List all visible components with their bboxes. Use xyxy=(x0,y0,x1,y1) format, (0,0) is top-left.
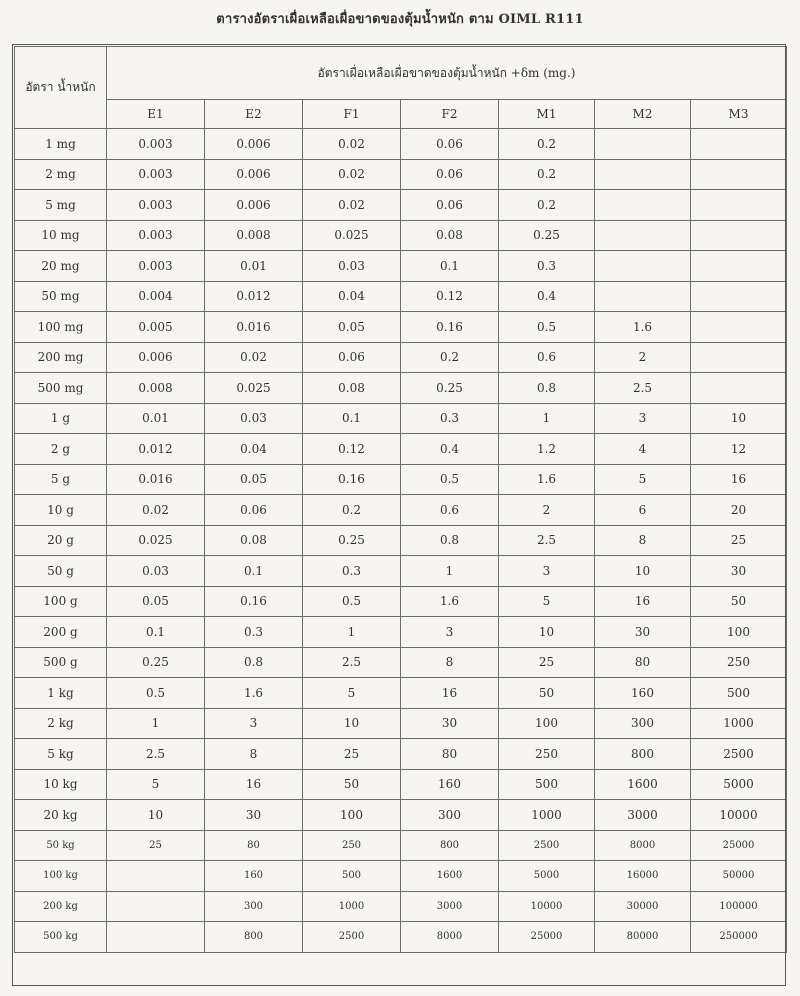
tolerance-cell-e2: 0.06 xyxy=(205,495,303,526)
tolerance-cell-e2: 0.006 xyxy=(205,190,303,221)
tolerance-cell-e2: 0.04 xyxy=(205,434,303,465)
tolerance-cell-f1: 0.02 xyxy=(303,129,401,160)
weight-cell: 10 mg xyxy=(15,220,107,251)
tolerance-cell-m2: 3000 xyxy=(595,800,691,831)
tolerance-cell-f2: 1 xyxy=(401,556,499,587)
weight-cell: 1 kg xyxy=(15,678,107,709)
tolerance-cell-e1: 0.05 xyxy=(107,586,205,617)
tolerance-cell-m2: 8 xyxy=(595,525,691,556)
weight-column-header: อัตรา น้ำหนัก xyxy=(15,47,107,129)
class-header-m3: M3 xyxy=(691,100,787,129)
tolerance-cell-e1 xyxy=(107,861,205,892)
tolerance-cell-f1: 0.06 xyxy=(303,342,401,373)
class-header-m1: M1 xyxy=(499,100,595,129)
weight-cell: 1 g xyxy=(15,403,107,434)
class-header-f2: F2 xyxy=(401,100,499,129)
tolerance-cell-e1: 0.02 xyxy=(107,495,205,526)
table-row xyxy=(15,251,787,282)
table-row xyxy=(15,190,787,221)
tolerance-cell-m2: 30 xyxy=(595,617,691,648)
weight-cell: 100 mg xyxy=(15,312,107,343)
tolerance-cell-m1: 10 xyxy=(499,617,595,648)
tolerance-cell-m2 xyxy=(595,159,691,190)
tolerance-cell-f2: 3000 xyxy=(401,891,499,922)
tolerance-cell-f2: 0.6 xyxy=(401,495,499,526)
tolerance-cell-m3: 100000 xyxy=(691,891,787,922)
tolerance-cell-e2: 0.16 xyxy=(205,586,303,617)
weight-cell: 200 mg xyxy=(15,342,107,373)
tolerance-cell-m1: 3 xyxy=(499,556,595,587)
tolerance-cell-m3: 25 xyxy=(691,525,787,556)
tolerance-cell-m2: 16000 xyxy=(595,861,691,892)
tolerance-cell-m1: 25000 xyxy=(499,922,595,953)
tolerance-cell-m3: 10000 xyxy=(691,800,787,831)
tolerance-cell-e1: 0.03 xyxy=(107,556,205,587)
tolerance-cell-m2: 300 xyxy=(595,708,691,739)
tolerance-cell-e1: 5 xyxy=(107,769,205,800)
tolerance-cell-f1: 0.04 xyxy=(303,281,401,312)
tolerance-cell-f1: 2500 xyxy=(303,922,401,953)
tolerance-cell-e1: 0.01 xyxy=(107,403,205,434)
tolerance-cell-m2 xyxy=(595,129,691,160)
tolerance-cell-f1: 0.025 xyxy=(303,220,401,251)
weight-cell: 10 kg xyxy=(15,769,107,800)
table-row xyxy=(15,891,787,922)
tolerance-cell-m1: 5 xyxy=(499,586,595,617)
tolerance-cell-e2: 0.01 xyxy=(205,251,303,282)
table-body xyxy=(15,129,787,953)
tolerance-cell-e2: 0.025 xyxy=(205,373,303,404)
tolerance-cell-m3 xyxy=(691,159,787,190)
tolerance-cell-e2: 8 xyxy=(205,739,303,770)
tolerance-cell-e2: 800 xyxy=(205,922,303,953)
tolerance-cell-m2: 6 xyxy=(595,495,691,526)
tolerance-cell-m1: 0.6 xyxy=(499,342,595,373)
tolerance-cell-m2: 80 xyxy=(595,647,691,678)
tolerance-cell-m1: 0.2 xyxy=(499,129,595,160)
tolerance-cell-m2: 80000 xyxy=(595,922,691,953)
tolerance-cell-f1: 1000 xyxy=(303,891,401,922)
tolerance-cell-f1: 1 xyxy=(303,617,401,648)
weight-cell: 500 kg xyxy=(15,922,107,953)
tolerance-cell-e1: 0.008 xyxy=(107,373,205,404)
tolerance-cell-m3: 100 xyxy=(691,617,787,648)
weight-cell: 20 mg xyxy=(15,251,107,282)
weight-cell: 100 g xyxy=(15,586,107,617)
tolerance-cell-m1: 500 xyxy=(499,769,595,800)
tolerance-cell-m3 xyxy=(691,129,787,160)
tolerance-cell-f1: 0.02 xyxy=(303,190,401,221)
tolerance-cell-m2 xyxy=(595,281,691,312)
tolerance-cell-f1: 0.3 xyxy=(303,556,401,587)
tolerance-cell-m2: 3 xyxy=(595,403,691,434)
tolerance-cell-m3: 500 xyxy=(691,678,787,709)
tolerance-cell-m1: 2 xyxy=(499,495,595,526)
table-row xyxy=(15,861,787,892)
tolerance-cell-m2: 2.5 xyxy=(595,373,691,404)
tolerance-cell-e2: 0.02 xyxy=(205,342,303,373)
tolerance-cell-e2: 0.3 xyxy=(205,617,303,648)
tolerance-cell-e2: 0.1 xyxy=(205,556,303,587)
tolerance-cell-m3: 50 xyxy=(691,586,787,617)
tolerance-cell-f2: 0.16 xyxy=(401,312,499,343)
tolerance-cell-f2: 0.5 xyxy=(401,464,499,495)
tolerance-table xyxy=(14,46,787,953)
tolerance-cell-f1: 100 xyxy=(303,800,401,831)
tolerance-cell-f2: 800 xyxy=(401,830,499,861)
tolerance-cell-f2: 16 xyxy=(401,678,499,709)
tolerance-cell-m3: 250000 xyxy=(691,922,787,953)
table-row xyxy=(15,769,787,800)
tolerance-cell-m1: 0.2 xyxy=(499,190,595,221)
table-row xyxy=(15,373,787,404)
tolerance-cell-e2: 30 xyxy=(205,800,303,831)
tolerance-cell-e1: 0.003 xyxy=(107,251,205,282)
tolerance-cell-f1: 0.05 xyxy=(303,312,401,343)
tolerance-cell-m3: 25000 xyxy=(691,830,787,861)
tolerance-cell-e2: 0.016 xyxy=(205,312,303,343)
tolerance-cell-m1: 0.2 xyxy=(499,159,595,190)
tolerance-cell-e1 xyxy=(107,922,205,953)
tolerance-cell-e1: 0.003 xyxy=(107,159,205,190)
tolerance-cell-e1: 10 xyxy=(107,800,205,831)
tolerance-cell-f1: 2.5 xyxy=(303,647,401,678)
table-row xyxy=(15,708,787,739)
tolerance-cell-f2: 0.06 xyxy=(401,129,499,160)
tolerance-cell-e1: 0.012 xyxy=(107,434,205,465)
weight-cell: 200 g xyxy=(15,617,107,648)
tolerance-cell-f2: 0.8 xyxy=(401,525,499,556)
weight-cell: 20 g xyxy=(15,525,107,556)
table-row xyxy=(15,495,787,526)
tolerance-cell-f1: 0.2 xyxy=(303,495,401,526)
tolerance-cell-m1: 100 xyxy=(499,708,595,739)
tolerance-cell-f2: 0.2 xyxy=(401,342,499,373)
tolerance-cell-f2: 160 xyxy=(401,769,499,800)
tolerance-cell-m3: 10 xyxy=(691,403,787,434)
tolerance-cell-m2: 800 xyxy=(595,739,691,770)
table-row xyxy=(15,678,787,709)
weight-cell: 10 g xyxy=(15,495,107,526)
weight-cell: 5 g xyxy=(15,464,107,495)
tolerance-cell-m1: 250 xyxy=(499,739,595,770)
tolerance-cell-f1: 25 xyxy=(303,739,401,770)
table-row xyxy=(15,403,787,434)
tolerance-cell-f1: 0.1 xyxy=(303,403,401,434)
tolerance-cell-m3: 2500 xyxy=(691,739,787,770)
tolerance-cell-m2: 30000 xyxy=(595,891,691,922)
tolerance-cell-m1: 50 xyxy=(499,678,595,709)
tolerance-cell-f2: 3 xyxy=(401,617,499,648)
tolerance-cell-f2: 1600 xyxy=(401,861,499,892)
tolerance-cell-e1: 0.5 xyxy=(107,678,205,709)
tolerance-cell-e1: 25 xyxy=(107,830,205,861)
tolerance-cell-f2: 0.08 xyxy=(401,220,499,251)
weight-cell: 500 g xyxy=(15,647,107,678)
table-row xyxy=(15,312,787,343)
tolerance-cell-m2: 160 xyxy=(595,678,691,709)
weight-cell: 50 g xyxy=(15,556,107,587)
tolerance-cell-e1: 0.003 xyxy=(107,190,205,221)
tolerance-cell-m3: 12 xyxy=(691,434,787,465)
tolerance-cell-m3 xyxy=(691,373,787,404)
weight-cell: 50 mg xyxy=(15,281,107,312)
tolerance-cell-f1: 0.12 xyxy=(303,434,401,465)
tolerance-cell-e2: 0.03 xyxy=(205,403,303,434)
weight-cell: 2 mg xyxy=(15,159,107,190)
tolerance-cell-f2: 0.1 xyxy=(401,251,499,282)
tolerance-cell-f2: 80 xyxy=(401,739,499,770)
tolerance-cell-f2: 0.4 xyxy=(401,434,499,465)
tolerance-cell-m3 xyxy=(691,190,787,221)
tolerance-cell-e1: 0.006 xyxy=(107,342,205,373)
tolerance-cell-e2: 0.006 xyxy=(205,129,303,160)
tolerance-group-header: อัตราเผื่อเหลือเผื่อขาดของตุ้มน้ำหนัก +δm (mg.) xyxy=(107,47,787,100)
tolerance-cell-m1: 1.2 xyxy=(499,434,595,465)
tolerance-cell-m1: 0.8 xyxy=(499,373,595,404)
tolerance-cell-f1: 10 xyxy=(303,708,401,739)
tolerance-cell-m3: 50000 xyxy=(691,861,787,892)
tolerance-cell-f1: 0.16 xyxy=(303,464,401,495)
tolerance-cell-e2: 0.012 xyxy=(205,281,303,312)
tolerance-cell-f1: 5 xyxy=(303,678,401,709)
tolerance-cell-f2: 0.25 xyxy=(401,373,499,404)
tolerance-cell-f1: 500 xyxy=(303,861,401,892)
tolerance-cell-f2: 0.12 xyxy=(401,281,499,312)
tolerance-cell-e2: 0.006 xyxy=(205,159,303,190)
table-row xyxy=(15,129,787,160)
tolerance-cell-e2: 1.6 xyxy=(205,678,303,709)
tolerance-cell-f2: 0.06 xyxy=(401,159,499,190)
tolerance-cell-f2: 0.3 xyxy=(401,403,499,434)
table-row xyxy=(15,647,787,678)
tolerance-cell-e1: 0.25 xyxy=(107,647,205,678)
tolerance-cell-m3 xyxy=(691,281,787,312)
table-row xyxy=(15,525,787,556)
tolerance-cell-m2 xyxy=(595,220,691,251)
tolerance-cell-m2 xyxy=(595,251,691,282)
tolerance-cell-f2: 30 xyxy=(401,708,499,739)
table-row xyxy=(15,586,787,617)
tolerance-cell-m2: 2 xyxy=(595,342,691,373)
tolerance-cell-e1: 0.025 xyxy=(107,525,205,556)
tolerance-cell-e2: 0.008 xyxy=(205,220,303,251)
tolerance-cell-m3 xyxy=(691,220,787,251)
tolerance-cell-m1: 1 xyxy=(499,403,595,434)
tolerance-cell-m1: 2500 xyxy=(499,830,595,861)
table-row xyxy=(15,464,787,495)
tolerance-cell-f1: 0.08 xyxy=(303,373,401,404)
weight-cell: 200 kg xyxy=(15,891,107,922)
tolerance-cell-m1: 0.5 xyxy=(499,312,595,343)
tolerance-cell-m2: 16 xyxy=(595,586,691,617)
tolerance-cell-e2: 300 xyxy=(205,891,303,922)
tolerance-cell-m3: 5000 xyxy=(691,769,787,800)
document-title: ตารางอัตราเผื่อเหลือเผื่อขาดของตุ้มน้ำหนัก ตาม OIML R111 xyxy=(216,12,584,27)
tolerance-cell-e2: 0.08 xyxy=(205,525,303,556)
tolerance-cell-m1: 2.5 xyxy=(499,525,595,556)
class-header-e2: E2 xyxy=(205,100,303,129)
tolerance-cell-m1: 0.25 xyxy=(499,220,595,251)
table-row xyxy=(15,800,787,831)
tolerance-cell-m3 xyxy=(691,342,787,373)
table-row xyxy=(15,739,787,770)
tolerance-cell-m1: 0.4 xyxy=(499,281,595,312)
class-header-row xyxy=(15,100,787,129)
tolerance-cell-f1: 0.25 xyxy=(303,525,401,556)
weight-cell: 5 mg xyxy=(15,190,107,221)
tolerance-cell-m2: 1.6 xyxy=(595,312,691,343)
tolerance-cell-f2: 8 xyxy=(401,647,499,678)
tolerance-cell-f2: 300 xyxy=(401,800,499,831)
tolerance-cell-f1: 0.03 xyxy=(303,251,401,282)
tolerance-cell-e2: 80 xyxy=(205,830,303,861)
tolerance-cell-e1: 0.003 xyxy=(107,220,205,251)
tolerance-cell-m3: 1000 xyxy=(691,708,787,739)
tolerance-cell-e1 xyxy=(107,891,205,922)
tolerance-cell-m3: 16 xyxy=(691,464,787,495)
tolerance-cell-e2: 3 xyxy=(205,708,303,739)
tolerance-cell-m1: 10000 xyxy=(499,891,595,922)
weight-cell: 20 kg xyxy=(15,800,107,831)
tolerance-cell-e2: 0.05 xyxy=(205,464,303,495)
tolerance-cell-m2: 1600 xyxy=(595,769,691,800)
tolerance-cell-m2 xyxy=(595,190,691,221)
tolerance-cell-e2: 0.8 xyxy=(205,647,303,678)
tolerance-cell-m2: 10 xyxy=(595,556,691,587)
tolerance-cell-m3 xyxy=(691,251,787,282)
weight-cell: 2 kg xyxy=(15,708,107,739)
tolerance-cell-m2: 8000 xyxy=(595,830,691,861)
weight-cell: 1 mg xyxy=(15,129,107,160)
tolerance-cell-f1: 0.5 xyxy=(303,586,401,617)
tolerance-cell-m1: 25 xyxy=(499,647,595,678)
weight-cell: 5 kg xyxy=(15,739,107,770)
tolerance-cell-m3: 20 xyxy=(691,495,787,526)
tolerance-cell-e2: 16 xyxy=(205,769,303,800)
tolerance-cell-m2: 4 xyxy=(595,434,691,465)
table-row xyxy=(15,830,787,861)
tolerance-cell-m1: 1.6 xyxy=(499,464,595,495)
table-row xyxy=(15,342,787,373)
tolerance-cell-m3: 30 xyxy=(691,556,787,587)
tolerance-cell-e1: 0.003 xyxy=(107,129,205,160)
weight-cell: 500 mg xyxy=(15,373,107,404)
class-header-e1: E1 xyxy=(107,100,205,129)
class-header-f1: F1 xyxy=(303,100,401,129)
tolerance-cell-f2: 8000 xyxy=(401,922,499,953)
tolerance-cell-m1: 5000 xyxy=(499,861,595,892)
tolerance-cell-m1: 1000 xyxy=(499,800,595,831)
weight-cell: 100 kg xyxy=(15,861,107,892)
tolerance-cell-e1: 0.004 xyxy=(107,281,205,312)
class-header-m2: M2 xyxy=(595,100,691,129)
weight-cell: 2 g xyxy=(15,434,107,465)
table-row xyxy=(15,556,787,587)
tolerance-cell-e1: 2.5 xyxy=(107,739,205,770)
tolerance-cell-f2: 0.06 xyxy=(401,190,499,221)
tolerance-cell-m2: 5 xyxy=(595,464,691,495)
tolerance-cell-e1: 0.005 xyxy=(107,312,205,343)
tolerance-cell-f1: 50 xyxy=(303,769,401,800)
table-row xyxy=(15,281,787,312)
tolerance-cell-f2: 1.6 xyxy=(401,586,499,617)
table-row xyxy=(15,434,787,465)
tolerance-cell-f1: 0.02 xyxy=(303,159,401,190)
tolerance-cell-e2: 160 xyxy=(205,861,303,892)
table-row xyxy=(15,617,787,648)
tolerance-cell-e1: 0.1 xyxy=(107,617,205,648)
weight-cell: 50 kg xyxy=(15,830,107,861)
table-row xyxy=(15,220,787,251)
table-row xyxy=(15,922,787,953)
tolerance-cell-m1: 0.3 xyxy=(499,251,595,282)
tolerance-cell-m3 xyxy=(691,312,787,343)
tolerance-cell-m3: 250 xyxy=(691,647,787,678)
table-row xyxy=(15,159,787,190)
tolerance-cell-f1: 250 xyxy=(303,830,401,861)
tolerance-cell-e1: 1 xyxy=(107,708,205,739)
tolerance-cell-e1: 0.016 xyxy=(107,464,205,495)
